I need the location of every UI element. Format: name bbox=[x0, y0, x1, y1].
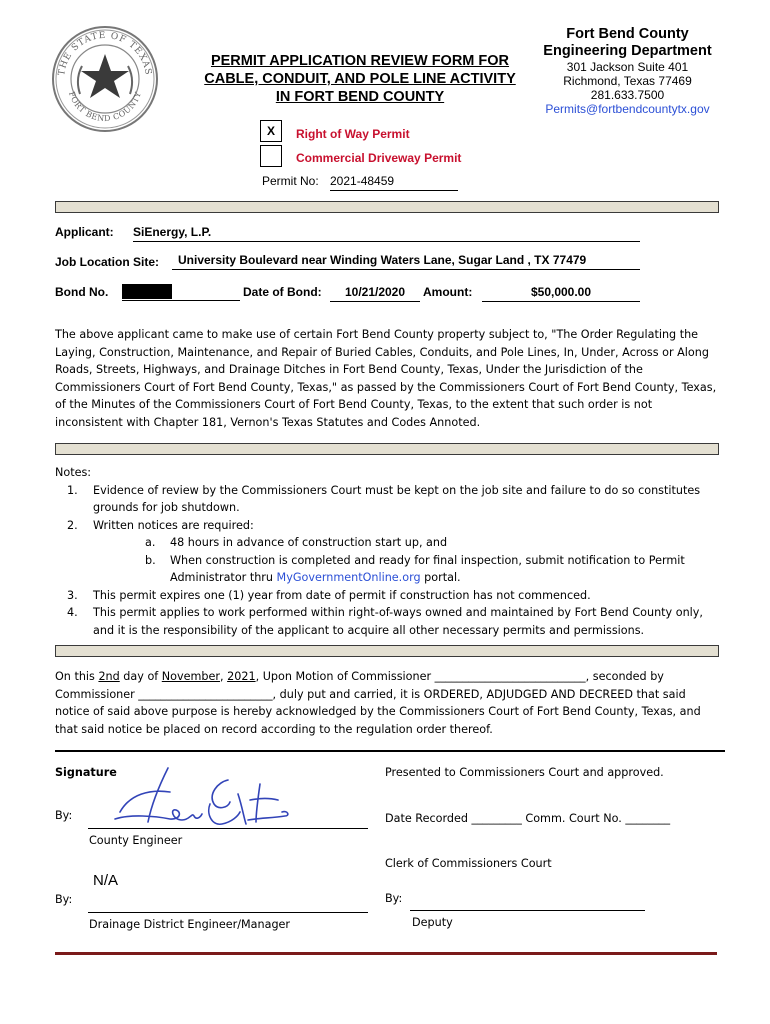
order-line: Roads, Streets, Highways, and Drainage Ditches in Fort Bend County, Texas, Under the Jurisdiction of the bbox=[55, 363, 643, 376]
dept-email-link[interactable]: Permits@fortbendcountytx.gov bbox=[545, 102, 710, 116]
county-engineer-signature bbox=[110, 764, 295, 834]
signature-line-3 bbox=[410, 910, 645, 911]
note-4-text: This permit applies to work performed within right-of-ways owned and maintained by Fort Bend County only, bbox=[93, 606, 703, 619]
commercial-driveway-label: Commercial Driveway Permit bbox=[296, 151, 462, 165]
dept-name-2: Engineering Department bbox=[543, 43, 712, 59]
motion-text: , bbox=[219, 670, 228, 683]
motion-paragraph bbox=[55, 668, 725, 738]
order-line: Commissioners Court of Fort Bend County, Texas," as passed by the Commissioners Court of Fort Bend County, Texas, bbox=[55, 380, 717, 394]
dept-name-1: Fort Bend County bbox=[566, 26, 689, 42]
note-2b-prefix: Administrator thru bbox=[170, 571, 277, 584]
motion-line-3: notice of said above purpose is hereby acknowledged by the Commissioners Court of Fort Bend County, Texas, and bbox=[55, 705, 701, 718]
job-location-value: University Boulevard near Winding Waters Lane, Sugar Land , TX 77479 bbox=[172, 253, 640, 270]
order-paragraph bbox=[55, 326, 725, 431]
title-line-1: PERMIT APPLICATION REVIEW FORM FOR bbox=[210, 53, 510, 69]
note-4-text-cont: and it is the responsibility of the applicant to acquire all other necessary permits and permissions. bbox=[93, 623, 645, 637]
mygovernmentonline-link[interactable]: MyGovernmentOnline.org bbox=[276, 571, 421, 584]
presented-text: Presented to Commissioners Court and approved. bbox=[385, 766, 664, 779]
amount-label: Amount: bbox=[423, 285, 473, 299]
right-of-way-label: Right of Way Permit bbox=[296, 127, 410, 141]
motion-day: 2nd bbox=[98, 670, 120, 683]
notes-section bbox=[55, 464, 725, 639]
note-number: 3. bbox=[67, 588, 78, 602]
motion-text: On this bbox=[55, 670, 99, 683]
seal-inner-text: FORT BEND COUNTY bbox=[66, 90, 144, 124]
by-label-3: By: bbox=[385, 892, 403, 905]
job-location-label: Job Location Site: bbox=[55, 255, 160, 269]
note-letter: b. bbox=[145, 553, 156, 567]
horizontal-rule bbox=[55, 750, 725, 752]
county-seal bbox=[50, 24, 160, 134]
right-of-way-checkbox[interactable]: X bbox=[260, 120, 282, 142]
motion-line-4: that said notice be placed on record according to the regulation order thereof. bbox=[55, 722, 493, 736]
section-divider bbox=[55, 645, 719, 657]
date-recorded-text: Date Recorded _________ Comm. Court No. ________ bbox=[385, 812, 671, 825]
bond-no-line bbox=[122, 285, 240, 301]
signature-line-2 bbox=[88, 912, 368, 913]
section-divider bbox=[55, 443, 719, 455]
county-engineer-label: County Engineer bbox=[89, 834, 183, 847]
bond-no-label: Bond No. bbox=[55, 285, 109, 299]
bottom-rule bbox=[55, 952, 717, 955]
title-line-3: IN FORT BEND COUNTY bbox=[275, 89, 445, 105]
note-2a-text: 48 hours in advance of construction start up, and bbox=[170, 536, 448, 549]
note-number: 2. bbox=[67, 518, 78, 532]
note-number: 1. bbox=[67, 483, 78, 497]
form-title bbox=[190, 52, 530, 106]
motion-text: , Upon Motion of Commissioner ___________________________, seconded by bbox=[255, 670, 664, 683]
section-divider bbox=[55, 201, 719, 213]
svg-text:FORT BEND COUNTY bbox=[67, 90, 143, 123]
dept-address-1: 301 Jackson Suite 401 bbox=[566, 60, 689, 74]
department-info bbox=[530, 26, 725, 116]
note-1-text: Evidence of review by the Commissioners Court must be kept on the job site and failure to do so constitutes bbox=[93, 483, 701, 497]
signature-heading: Signature bbox=[55, 766, 117, 779]
deputy-label: Deputy bbox=[412, 916, 453, 929]
motion-line-1 bbox=[55, 668, 725, 686]
permit-no-label: Permit No: bbox=[262, 174, 319, 188]
order-line: The above applicant came to make use of certain Fort Bend County property subject to, "The Order Regulating the bbox=[55, 328, 699, 341]
applicant-value: SiEnergy, L.P. bbox=[133, 225, 640, 242]
signature-line-1 bbox=[88, 828, 368, 829]
note-2-text: Written notices are required: bbox=[93, 518, 254, 532]
note-2b-suffix: portal. bbox=[420, 571, 461, 584]
by-label-1: By: bbox=[55, 809, 73, 822]
applicant-label: Applicant: bbox=[55, 225, 114, 239]
by-label-2: By: bbox=[55, 893, 73, 906]
date-of-bond-label: Date of Bond: bbox=[243, 285, 322, 299]
order-line: of the Minutes of the Commissioners Court of Fort Bend County, Texas, to the extent that such order is not bbox=[55, 398, 653, 411]
motion-month: November bbox=[161, 670, 220, 683]
commercial-driveway-checkbox[interactable] bbox=[260, 145, 282, 167]
date-of-bond-value: 10/21/2020 bbox=[330, 285, 420, 302]
dept-address-2: Richmond, Texas 77469 bbox=[563, 74, 692, 88]
title-line-2: CABLE, CONDUIT, AND POLE LINE ACTIVITY bbox=[204, 71, 516, 87]
note-letter: a. bbox=[145, 536, 156, 549]
na-signature: N/A bbox=[93, 872, 119, 889]
notes-heading: Notes: bbox=[55, 466, 92, 479]
motion-text: day of bbox=[119, 670, 162, 683]
star-icon bbox=[81, 54, 129, 98]
motion-year: 2021 bbox=[227, 670, 256, 683]
note-3-text: This permit expires one (1) year from date of permit if construction has not commenced. bbox=[93, 588, 591, 602]
dept-phone: 281.633.7500 bbox=[590, 88, 665, 102]
amount-value: $50,000.00 bbox=[482, 285, 640, 302]
motion-line-2: Commissioner ________________________, duly put and carried, it is ORDERED, ADJUDGED AND DECREED that said bbox=[55, 687, 686, 701]
note-2b-text-cont bbox=[170, 569, 461, 587]
permit-no-value: 2021-48459 bbox=[330, 174, 458, 191]
order-line: inconsistent with Chapter 181, Vernon's Texas Statutes and Codes Annoted. bbox=[55, 415, 481, 429]
note-2b-text: When construction is completed and ready for final inspection, submit notification to Permit bbox=[170, 553, 685, 567]
drainage-engineer-label: Drainage District Engineer/Manager bbox=[89, 918, 291, 931]
clerk-text: Clerk of Commissioners Court bbox=[385, 857, 552, 870]
note-1-text-cont: grounds for job shutdown. bbox=[93, 501, 240, 514]
seal-outer-text: THE STATE OF TEXAS bbox=[57, 30, 153, 77]
order-line: Laying, Construction, Maintenance, and Repair of Buried Cables, Conduits, and Pole Lines, In, Under, Across or Along bbox=[55, 345, 709, 359]
note-number: 4. bbox=[67, 606, 78, 619]
